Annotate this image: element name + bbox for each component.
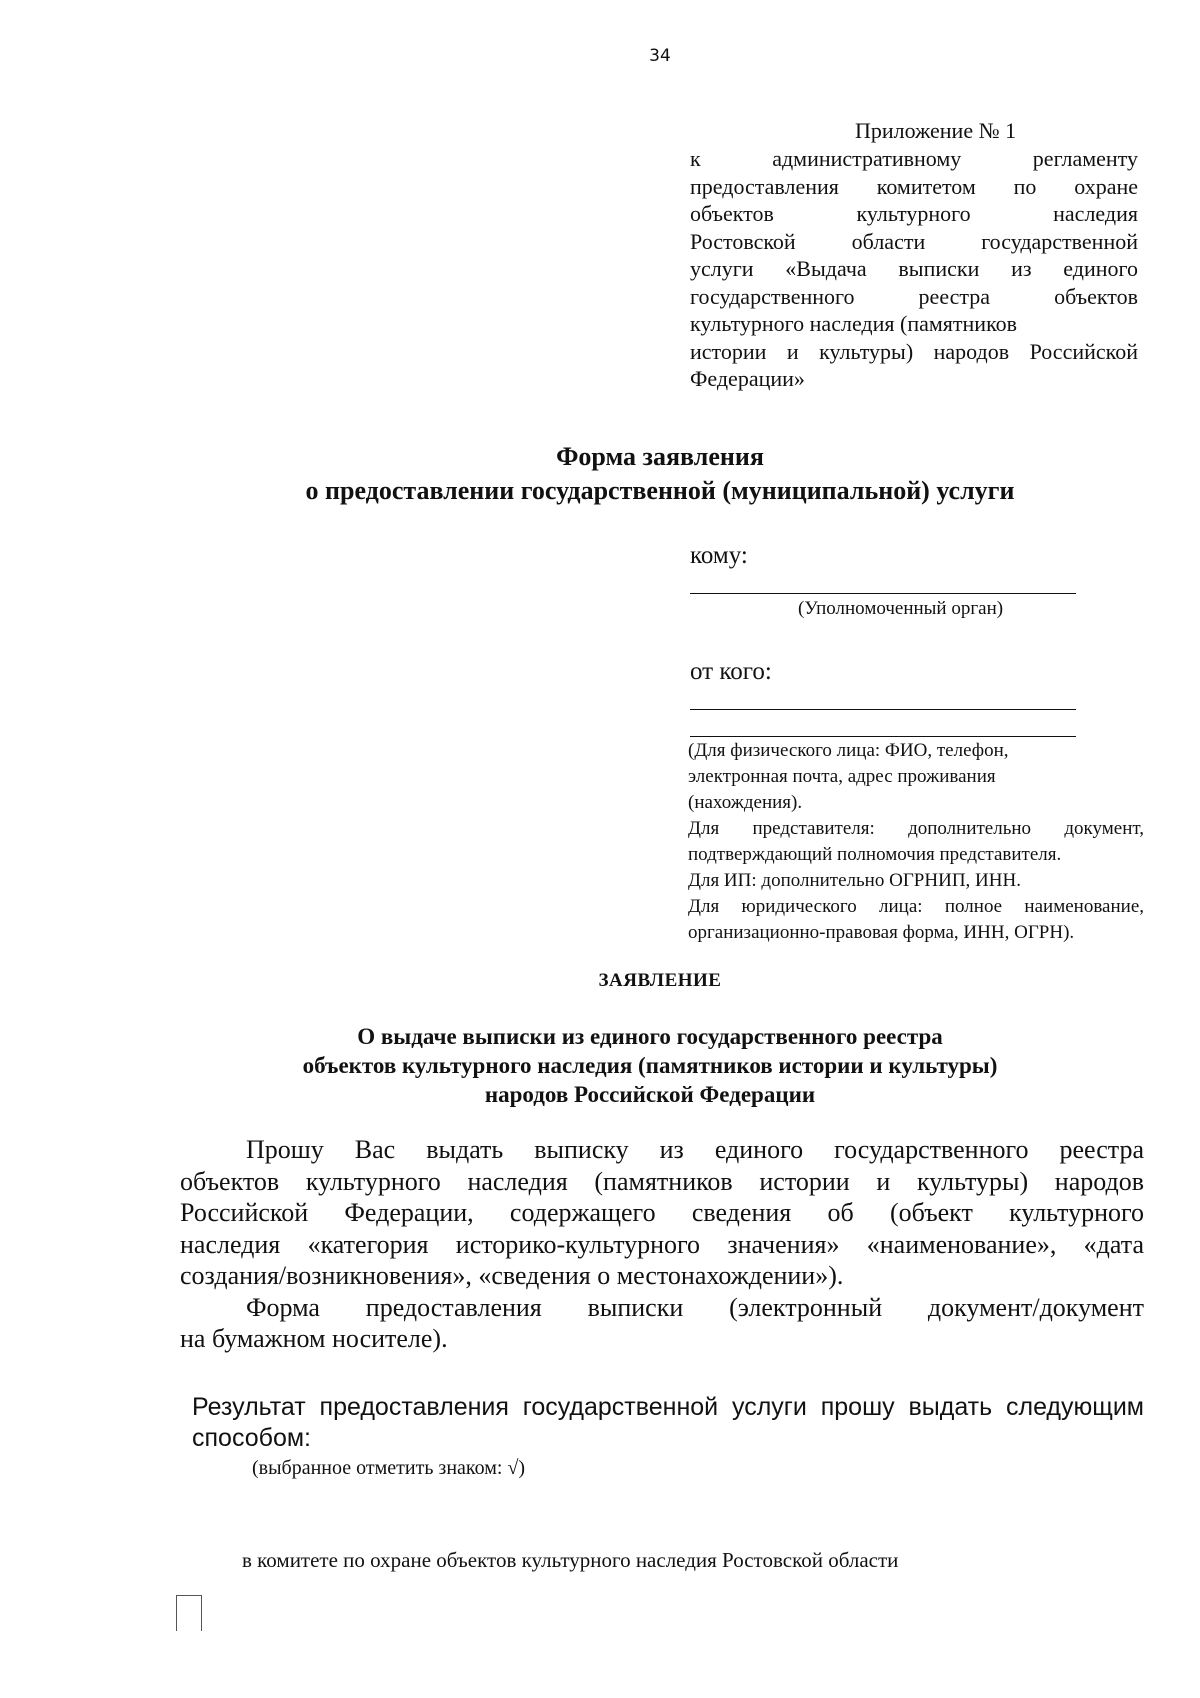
statement-subject	[0, 1022, 1200, 1109]
appendix-line: Федерации»	[690, 366, 805, 391]
delivery-option-checkbox[interactable]	[176, 1595, 202, 1631]
sender-field-line-1[interactable]	[690, 709, 1076, 710]
page-number: 34	[649, 46, 671, 66]
appendix-line: истории и культуры) народов Российской	[690, 338, 1138, 364]
sender-note-line: (Для физического лица: ФИО, телефон,	[688, 740, 1009, 761]
request-line: Российской Федерации, содержащего сведения об (объект культурного	[180, 1198, 1144, 1227]
delivery-option-committee-label: в комитете по охране объектов культурного наследия Ростовской области	[242, 1548, 899, 1572]
appendix-line: объектов культурного наследия	[690, 201, 1138, 226]
result-line: способом:	[192, 1424, 311, 1452]
recipient-caption: (Уполномоченный орган)	[798, 598, 1004, 619]
statement-heading: ЗАЯВЛЕНИЕ	[598, 970, 722, 991]
request-line: на бумажном носителе).	[180, 1324, 448, 1353]
appendix-line: государственного реестра объектов	[690, 283, 1138, 309]
sender-note-line: Для юридического лица: полное наименование,	[688, 896, 1144, 917]
sender-instructions	[688, 738, 1144, 946]
sender-note-line: подтверждающий полномочия представителя.	[688, 844, 1062, 865]
sender-label: от кого:	[690, 658, 772, 685]
result-delivery-request	[192, 1392, 1144, 1454]
appendix-line: предоставления комитетом по охране	[690, 173, 1138, 199]
statement-subject-line: О выдаче выписки из единого государственного реестра	[357, 1024, 943, 1049]
statement-subject-line: народов Российской Федерации	[484, 1082, 816, 1107]
request-line: объектов культурного наследия (памятников истории и культуры) народов	[180, 1166, 1144, 1196]
appendix-reference	[690, 145, 1138, 393]
appendix-line: к административному регламенту	[690, 146, 1138, 171]
form-title-line: о предоставлении государственной (муниципальной) услуги	[305, 476, 1015, 505]
recipient-label: кому:	[690, 542, 748, 569]
sender-note-line: (нахождения).	[688, 792, 803, 813]
sender-note-line: организационно-правовая форма, ИНН, ОГРН).	[688, 922, 1075, 943]
result-hint: (выбранное отметить знаком: √)	[252, 1457, 526, 1479]
request-line: Форма предоставления выписки (электронный документ/документ	[246, 1292, 1144, 1322]
appendix-line: культурного наследия (памятников	[690, 311, 1018, 336]
request-body	[180, 1134, 1144, 1355]
form-title-line: Форма заявления	[556, 442, 764, 471]
appendix-title: Приложение № 1	[855, 118, 1017, 143]
sender-note-line: электронная почта, адрес проживания	[688, 766, 996, 787]
request-line: Прошу Вас выдать выписку из единого государственного реестра	[246, 1135, 1144, 1164]
request-line: создания/возникновения», «сведения о местонахождении»).	[180, 1261, 844, 1290]
result-line: Результат предоставления государственной услуги прошу выдать следующим	[192, 1393, 1144, 1421]
appendix-line: услуги «Выдача выписки из единого	[690, 256, 1138, 281]
recipient-field-line[interactable]	[690, 593, 1076, 594]
sender-note-line: Для представителя: дополнительно документ,	[688, 818, 1144, 839]
sender-field-line-2[interactable]	[690, 736, 1076, 737]
form-title	[0, 440, 1200, 508]
appendix-line: Ростовской области государственной	[690, 228, 1138, 254]
sender-note-line: Для ИП: дополнительно ОГРНИП, ИНН.	[688, 870, 1021, 891]
statement-subject-line: объектов культурного наследия (памятников истории и культуры)	[302, 1053, 998, 1078]
request-line: наследия «категория историко-культурного значения» «наименование», «дата	[180, 1229, 1144, 1259]
